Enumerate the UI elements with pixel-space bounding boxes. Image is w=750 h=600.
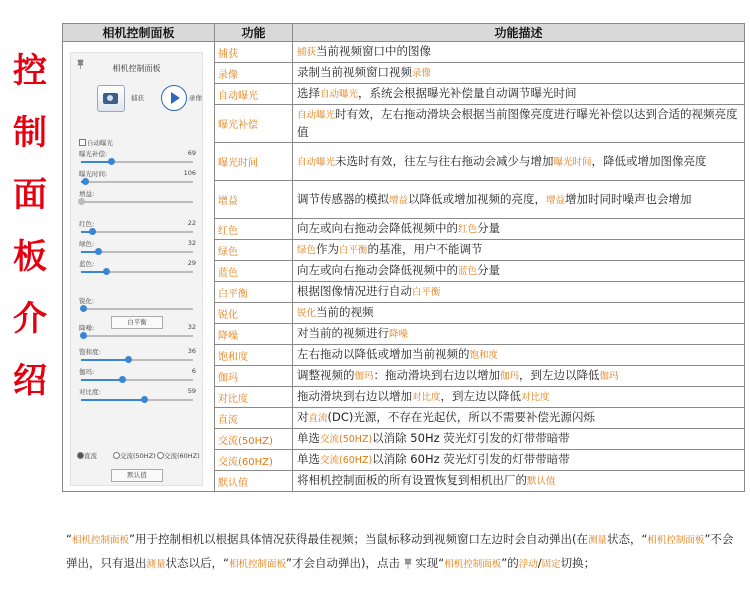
camera-control-panel — [70, 52, 203, 486]
slider-label: 降噪: — [79, 324, 95, 332]
highlight-term: 相机控制面板 — [228, 559, 286, 570]
highlight-term: 录像 — [412, 68, 432, 79]
highlight-term: 锐化 — [297, 308, 317, 319]
description-text: 当前的视频 — [316, 305, 374, 319]
slider-label: 增益: — [79, 190, 95, 198]
description-cell — [293, 303, 745, 324]
radio-ac60[interactable] — [157, 452, 164, 459]
highlight-term: 曝光时间 — [553, 156, 592, 168]
footer-text: 状态以后，“ — [165, 556, 229, 570]
highlight-term: 绿色 — [297, 245, 317, 256]
feature-cell: 饱和度 — [215, 345, 293, 366]
description-text: 单选 — [297, 431, 320, 445]
slider-track[interactable] — [81, 161, 193, 163]
radio-dc-label: 直流 — [84, 452, 97, 460]
highlight-term: 交流(60HZ) — [320, 455, 373, 466]
highlight-term: 饱和度 — [469, 350, 499, 361]
slider-handle[interactable] — [80, 332, 87, 339]
footer-text: “ — [66, 532, 72, 546]
slider-handle[interactable] — [141, 396, 148, 403]
description-text: 单选 — [297, 452, 320, 466]
description-text: 增加时同时噪声也会增加 — [565, 191, 692, 206]
side-title-char: 控 — [13, 51, 47, 91]
highlight-term: 白平衡 — [339, 245, 368, 256]
feature-cell: 绿色 — [215, 240, 293, 261]
capture-camera-icon[interactable] — [97, 85, 125, 112]
highlight-term: 测量 — [587, 535, 607, 546]
white-balance-button[interactable]: 白平衡 — [111, 316, 163, 329]
description-cell — [293, 105, 745, 143]
feature-cell: 伽玛 — [215, 366, 293, 387]
description-text: 调节传感器的模拟 — [297, 191, 389, 206]
description-text: 左右拖动以降低或增加当前视频的 — [297, 347, 470, 361]
slider-track[interactable] — [81, 308, 193, 310]
feature-cell: 自动曝光 — [215, 84, 293, 105]
highlight-term: 降噪 — [389, 329, 409, 340]
slider-fill — [81, 359, 128, 361]
description-cell — [293, 471, 745, 492]
footer-text: 切换； — [560, 556, 596, 570]
footer-text: ”的 — [501, 556, 519, 570]
radio-ac60-label: 交流(60HZ) — [164, 452, 200, 460]
description-text: 的基准，用户不能调节 — [367, 242, 483, 256]
slider-value: 32 — [187, 323, 196, 331]
side-title-char: 板 — [13, 237, 47, 277]
description-cell — [293, 261, 745, 282]
description-text: 向左或向右拖动会降低视频中的 — [297, 263, 458, 277]
feature-cell: 锐化 — [215, 303, 293, 324]
default-button[interactable]: 默认值 — [111, 469, 163, 482]
slider-value: 106 — [183, 169, 196, 177]
slider-handle[interactable] — [89, 228, 96, 235]
description-cell — [293, 450, 745, 471]
description-text: 调整视频的 — [297, 368, 355, 382]
description-cell — [293, 219, 745, 240]
highlight-term: 增益 — [389, 194, 409, 206]
description-cell — [293, 429, 745, 450]
highlight-term: 对比度 — [521, 392, 550, 403]
highlight-term: 自动曝光 — [320, 89, 359, 100]
highlight-term: 伽玛 — [354, 371, 374, 382]
feature-cell: 白平衡 — [215, 282, 293, 303]
slider-track[interactable] — [81, 335, 193, 337]
description-cell — [293, 408, 745, 429]
feature-cell: 录像 — [215, 63, 293, 84]
panel-preview-cell — [63, 42, 215, 492]
header-description: 功能描述 — [293, 24, 745, 42]
footer-note — [66, 528, 742, 576]
slider-label: 对比度: — [79, 388, 101, 396]
description-cell — [293, 345, 745, 366]
feature-cell: 曝光时间 — [215, 143, 293, 181]
slider-label: 红色: — [79, 220, 95, 228]
highlight-term: 伽玛 — [500, 371, 520, 382]
highlight-term: 浮动 — [518, 559, 538, 570]
slider-handle[interactable] — [125, 356, 132, 363]
description-cell — [293, 282, 745, 303]
description-cell — [293, 366, 745, 387]
slider-label: 曝光补偿: — [79, 150, 108, 158]
slider-handle[interactable] — [95, 248, 102, 255]
capture-button-label[interactable]: 捕获 — [131, 94, 144, 102]
slider-value: 29 — [187, 259, 196, 267]
highlight-term: 伽玛 — [599, 371, 619, 382]
highlight-term: 增益 — [546, 194, 566, 206]
description-text: ，降低或增加图像亮度 — [591, 153, 707, 168]
side-title-char: 制 — [13, 113, 47, 153]
highlight-term: 交流(50HZ) — [320, 434, 373, 445]
highlight-term: 对比度 — [412, 392, 441, 403]
slider-track[interactable] — [81, 231, 193, 233]
feature-cell: 曝光补偿 — [215, 105, 293, 143]
slider-value: 36 — [187, 347, 196, 355]
side-title-char: 绍 — [13, 361, 47, 401]
description-text: 未选时有效，往左与往右拖动会减少与增加 — [335, 153, 554, 168]
highlight-term: 自动曝光 — [297, 156, 336, 168]
slider-handle[interactable] — [78, 198, 85, 205]
slider-value: 22 — [187, 219, 196, 227]
description-cell — [293, 63, 745, 84]
description-text: 录制当前视频窗口视频 — [297, 65, 412, 79]
feature-cell: 默认值 — [215, 471, 293, 492]
slider-value: 32 — [187, 239, 196, 247]
description-text: 以降低或增加视频的亮度， — [408, 191, 547, 206]
description-text: 对当前的视频进行 — [297, 326, 389, 340]
description-cell — [293, 42, 745, 63]
record-play-icon[interactable] — [161, 85, 187, 111]
description-cell — [293, 387, 745, 408]
feature-cell: 交流(50HZ) — [215, 429, 293, 450]
slider-label: 锐化: — [79, 297, 95, 305]
description-text: 根据图像情况进行自动 — [297, 284, 412, 298]
radio-ac50[interactable] — [113, 452, 120, 459]
feature-cell: 捕获 — [215, 42, 293, 63]
auto-exposure-label: 自动曝光 — [87, 139, 113, 147]
description-text: ，系统会根据曝光补偿量自动调节曝光时间 — [358, 86, 577, 100]
slider-handle[interactable] — [119, 376, 126, 383]
highlight-term: 自动曝光 — [297, 110, 336, 121]
slider-track[interactable] — [81, 251, 193, 253]
header-panel: 相机控制面板 — [63, 24, 215, 42]
slider-handle[interactable] — [108, 158, 115, 165]
slider-fill — [81, 161, 111, 163]
record-button-label[interactable]: 录像 — [189, 94, 202, 102]
description-text: 向左或向右拖动会降低视频中的 — [297, 221, 458, 235]
radio-ac50-label: 交流(50HZ) — [120, 452, 156, 460]
feature-cell: 蓝色 — [215, 261, 293, 282]
description-text: 分量 — [477, 263, 501, 277]
slider-fill — [81, 379, 122, 381]
slider-label: 绿色: — [79, 240, 95, 248]
description-text: 时有效，左右拖动滑块会根据当前图像亮度进行曝光补偿以达到合适的视频亮度值 — [297, 107, 738, 139]
function-table — [62, 23, 745, 492]
footer-text: / — [537, 556, 542, 570]
highlight-term: 相机控制面板 — [71, 535, 129, 546]
description-text: 拖动滑块到右边以增加 — [297, 389, 412, 403]
panel-title: 相机控制面板 — [112, 64, 161, 73]
description-text: ，到左边以降低 — [519, 368, 600, 382]
radio-dc[interactable] — [77, 452, 84, 459]
highlight-term: 直流 — [308, 413, 328, 424]
header-function: 功能 — [215, 24, 293, 42]
slider-track[interactable] — [81, 359, 193, 361]
slider-track[interactable] — [81, 181, 193, 183]
slider-value: 69 — [187, 149, 196, 157]
description-text: 选择 — [297, 86, 320, 100]
description-cell — [293, 181, 745, 219]
pin-icon — [404, 558, 412, 569]
highlight-term: 捕获 — [297, 47, 317, 58]
description-text: 将相机控制面板的所有设置恢复到相机出厂的 — [297, 473, 527, 487]
slider-track[interactable] — [81, 271, 193, 273]
description-cell — [293, 143, 745, 181]
slider-handle[interactable] — [82, 178, 89, 185]
description-text: ：拖动滑块到右边以增加 — [373, 368, 501, 382]
description-text: 当前视频窗口中的图像 — [316, 44, 432, 58]
highlight-term: 默认值 — [527, 476, 556, 487]
description-text: (DC)光源，不存在光起伏，所以不需要补偿光源闪烁 — [327, 410, 595, 424]
highlight-term: 相机控制面板 — [647, 535, 705, 546]
slider-label: 曝光时间: — [79, 170, 108, 178]
highlight-term: 蓝色 — [458, 266, 478, 277]
highlight-term: 相机控制面板 — [444, 559, 502, 570]
slider-fill — [81, 271, 106, 273]
description-cell — [293, 324, 745, 345]
description-cell — [293, 240, 745, 261]
slider-value: 6 — [191, 367, 196, 375]
slider-value: 59 — [187, 387, 196, 395]
slider-label: 蓝色: — [79, 260, 95, 268]
slider-label: 伽玛: — [79, 368, 95, 376]
description-text: 分量 — [477, 221, 501, 235]
footer-text: 状态，“ — [606, 532, 648, 546]
feature-cell: 直流 — [215, 408, 293, 429]
description-cell — [293, 84, 745, 105]
footer-text: ”不会弹出，只有退出 — [66, 532, 734, 570]
feature-cell: 红色 — [215, 219, 293, 240]
description-text: ，到左边以降低 — [440, 389, 522, 403]
feature-cell: 交流(60HZ) — [215, 450, 293, 471]
feature-cell: 对比度 — [215, 387, 293, 408]
slider-handle[interactable] — [80, 305, 87, 312]
highlight-term: 固定 — [541, 559, 561, 570]
side-title-char: 面 — [13, 175, 47, 215]
slider-fill — [81, 399, 144, 401]
slider-label: 饱和度: — [79, 348, 101, 356]
slider-handle[interactable] — [103, 268, 110, 275]
feature-cell: 增益 — [215, 181, 293, 219]
slider-track[interactable] — [81, 379, 193, 381]
feature-cell: 降噪 — [215, 324, 293, 345]
auto-exposure-checkbox[interactable] — [79, 139, 86, 146]
footer-text: ”用于控制相机以根据具体情况获得最佳视频；当鼠标移动到视频窗口左边时会自动弹出(在 — [128, 532, 588, 546]
footer-text: ”才会自动弹出)，点击 — [286, 556, 404, 570]
highlight-term: 白平衡 — [412, 287, 441, 298]
slider-track[interactable] — [81, 201, 193, 203]
side-title — [0, 40, 60, 412]
description-text: 对 — [297, 410, 309, 424]
highlight-term: 测量 — [146, 559, 166, 570]
description-text: 以消除 50Hz 荧光灯引发的灯带带暗带 — [372, 431, 570, 445]
description-text: 以消除 60Hz 荧光灯引发的灯带带暗带 — [372, 452, 570, 466]
side-title-char: 介 — [13, 299, 47, 339]
footer-text: 实现“ — [411, 556, 445, 570]
description-text: 作为 — [316, 242, 340, 256]
highlight-term: 红色 — [458, 224, 478, 235]
slider-track[interactable] — [81, 399, 193, 401]
